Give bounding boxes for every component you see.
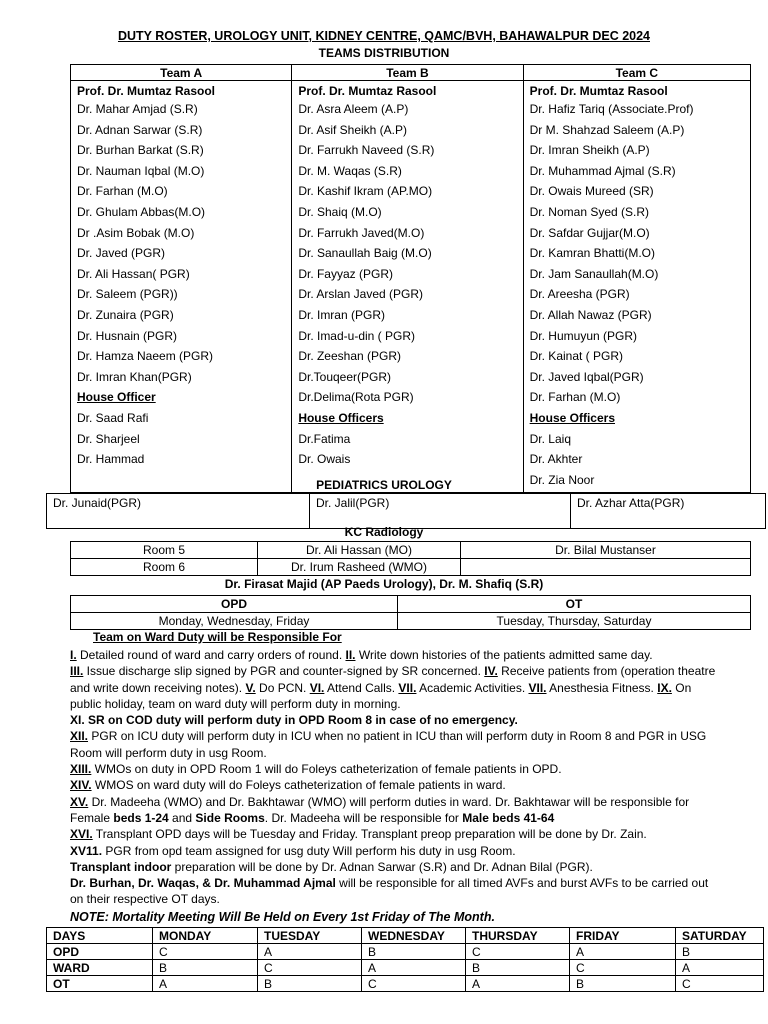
house-officer: Dr. Hammad xyxy=(77,452,145,467)
teams-table xyxy=(70,64,751,493)
team-member: Dr. Asif Sheikh (A.P) xyxy=(298,122,408,137)
schedule-header: FRIDAY xyxy=(570,928,676,944)
mortality-note: NOTE: Mortality Meeting Will Be Held on Every 1st Friday of The Month. xyxy=(70,910,495,924)
team-member: Dr M. Shahzad Saleem (A.P) xyxy=(529,122,685,137)
schedule-cell: C xyxy=(258,960,362,976)
team-member: Dr. Muhammad Ajmal (S.R) xyxy=(529,163,676,178)
room-cell: Room 5 xyxy=(71,542,258,559)
team-member: Dr. Javed (PGR) xyxy=(77,246,166,261)
team-member: Dr. Farrukh Naveed (S.R) xyxy=(298,143,435,158)
team-member: Dr. Hamza Naeem (PGR) xyxy=(77,349,214,364)
team-member: Dr. Kainat ( PGR) xyxy=(529,349,623,364)
team-member: Dr. Safdar Gujjar(M.O) xyxy=(529,225,650,240)
team-member: Dr.Touqeer(PGR) xyxy=(298,369,392,384)
responsibility-item: III. Issue discharge slip signed by PGR and counter-signed by SR concerned. IV. Receive patients from (operation theatre and write down receiving notes). V. Do PCN. VI. Attend Calls. VII. Academic Activities. VII. Anesthesia Fitness. IX. On public holiday, team on ward duty will perform duty in morning. xyxy=(70,664,716,711)
responsibility-item: XI. SR on COD duty will perform duty in OPD Room 8 in case of no emergency. xyxy=(70,713,518,728)
team-c-column xyxy=(523,81,750,493)
team-member: Dr. Imran Sheikh (A.P) xyxy=(529,143,650,158)
team-b-list xyxy=(298,83,516,470)
page-title: DUTY ROSTER, UROLOGY UNIT, KIDNEY CENTRE, QAMC/BVH, BAHAWALPUR DEC 2024 xyxy=(117,29,650,43)
team-member: Dr. Nauman Iqbal (M.O) xyxy=(77,163,205,178)
team-member: Dr. Imad-u-din ( PGR) xyxy=(298,328,416,343)
schedule-cell: A xyxy=(676,960,764,976)
schedule-header: TUESDAY xyxy=(258,928,362,944)
team-b-column xyxy=(292,81,523,493)
schedule-row xyxy=(47,960,764,976)
schedule-cell: C xyxy=(153,944,258,960)
house-officer-header: House Officer xyxy=(77,390,156,405)
team-member: Dr. Humuyun (PGR) xyxy=(529,328,637,343)
team-member: Dr. Shaiq (M.O) xyxy=(298,204,382,219)
house-officer-header: House Officers xyxy=(529,410,615,425)
team-member: Dr. Ali Hassan( PGR) xyxy=(77,266,190,281)
team-a-header: Team A xyxy=(71,65,292,81)
responsibility-item: XVI. Transplant OPD days will be Tuesday and Friday. Transplant preop preparation will be done by Dr. Zain. xyxy=(70,827,647,842)
schedule-cell: A xyxy=(466,976,570,992)
team-member: Dr. Owais Mureed (SR) xyxy=(529,184,654,199)
room-cell: Room 6 xyxy=(71,559,258,576)
schedule-row xyxy=(47,944,764,960)
team-member: Dr .Asim Bobak (M.O) xyxy=(77,225,195,240)
responsibilities-list xyxy=(70,647,720,908)
team-a-list xyxy=(77,83,285,470)
doctor-cell: Dr. Ali Hassan (MO) xyxy=(258,542,461,559)
responsibility-item: I. Detailed round of ward and carry orders of round. II. Write down histories of the patients admitted same day. xyxy=(70,648,653,662)
schedule-cell: B xyxy=(258,976,362,992)
schedule-row xyxy=(47,976,764,992)
schedule-cell: A xyxy=(153,976,258,992)
responsibility-item: XV. Dr. Madeeha (WMO) and Dr. Bakhtawar (WMO) will perform duties in ward. Dr. Bakhtawar will be responsible for Female beds 1-24 and Side Rooms. Dr. Madeeha will be responsible for Male beds 41-64 xyxy=(70,794,690,825)
team-b-header: Team B xyxy=(292,65,523,81)
responsibility-item: Dr. Burhan, Dr. Waqas, & Dr. Muhammad Ajmal will be responsible for all timed AVFs and burst AVFs to be carried out on their respective OT days. xyxy=(70,876,709,907)
ot-days: Tuesday, Thursday, Saturday xyxy=(398,613,751,630)
team-member: Dr. Farhan (M.O) xyxy=(77,184,168,199)
team-member: Dr. M. Waqas (S.R) xyxy=(298,163,402,178)
team-member: Dr. Saleem (PGR)) xyxy=(77,287,178,302)
team-member: Dr. Sanaullah Baig (M.O) xyxy=(298,246,432,261)
team-member: Dr. Ghulam Abbas(M.O) xyxy=(77,204,206,219)
house-officer: Dr. Saad Rafi xyxy=(77,410,149,425)
house-officer: Dr. Owais xyxy=(298,452,351,467)
schedule-cell: B xyxy=(362,944,466,960)
opd-ot-table xyxy=(70,595,751,630)
team-member: Dr. Kashif Ikram (AP.MO) xyxy=(298,184,433,199)
team-member: Dr. Hafiz Tariq (Associate.Prof) xyxy=(529,102,694,116)
house-officer: Dr. Sharjeel xyxy=(77,431,140,446)
responsibility-item: XV11. PGR from opd team assigned for usg duty Will perform his duty in usg Room. xyxy=(70,843,516,858)
team-c-list xyxy=(530,83,744,490)
team-member: Dr. Areesha (PGR) xyxy=(529,287,630,302)
schedule-header: DAYS xyxy=(47,928,153,944)
schedule-cell: B xyxy=(466,960,570,976)
team-member: Dr. Asra Aleem (A.P) xyxy=(298,102,409,116)
team-member: Dr. Allah Nawaz (PGR) xyxy=(529,307,652,322)
team-c-header: Team C xyxy=(523,65,750,81)
responsibility-item: XIV. WMOS on ward duty will do Foleys catheterization of female patients in ward. xyxy=(70,778,506,793)
ot-header: OT xyxy=(398,596,751,613)
team-head: Prof. Dr. Mumtaz Rasool xyxy=(298,84,437,98)
schedule-cell: A xyxy=(362,960,466,976)
schedule-row-label: OPD xyxy=(47,944,153,960)
doctor-cell xyxy=(461,559,751,576)
paeds-urology-line: Dr. Firasat Majid (AP Paeds Urology), Dr. M. Shafiq (S.R) xyxy=(224,577,544,591)
schedule-header: SATURDAY xyxy=(676,928,764,944)
team-member: Dr. Zunaira (PGR) xyxy=(77,307,174,322)
team-member: Dr. Noman Syed (S.R) xyxy=(529,204,650,219)
pediatrics-doctor: Dr. Jalil(PGR) xyxy=(310,494,571,529)
kc-radiology-title: KC Radiology xyxy=(344,525,424,539)
team-member: Dr.Delima(Rota PGR) xyxy=(298,390,414,405)
team-member: Dr. Jam Sanaullah(M.O) xyxy=(529,266,659,281)
team-head: Prof. Dr. Mumtaz Rasool xyxy=(529,84,668,98)
schedule-cell: C xyxy=(676,976,764,992)
opd-header: OPD xyxy=(71,596,398,613)
schedule-cell: B xyxy=(676,944,764,960)
schedule-cell: A xyxy=(258,944,362,960)
schedule-cell: C xyxy=(570,960,676,976)
team-member: Dr. Farhan (M.O) xyxy=(529,390,621,405)
team-member: Dr. Burhan Barkat (S.R) xyxy=(77,143,204,158)
schedule-cell: B xyxy=(153,960,258,976)
team-member: Dr. Zeeshan (PGR) xyxy=(298,349,402,364)
team-member: Dr. Arslan Javed (PGR) xyxy=(298,287,424,302)
house-officer: Dr. Akhter xyxy=(529,452,583,467)
opd-days: Monday, Wednesday, Friday xyxy=(71,613,398,630)
schedule-cell: B xyxy=(570,976,676,992)
team-member: Dr. Adnan Sarwar (S.R) xyxy=(77,122,203,137)
pediatrics-doctor: Dr. Junaid(PGR) xyxy=(47,494,310,529)
team-member: Dr. Mahar Amjad (S.R) xyxy=(77,102,198,116)
kc-radiology-table xyxy=(70,541,751,576)
schedule-header: MONDAY xyxy=(153,928,258,944)
team-member: Dr. Imran Khan(PGR) xyxy=(77,369,192,384)
schedule-row-label: OT xyxy=(47,976,153,992)
team-member: Dr. Farrukh Javed(M.O) xyxy=(298,225,425,240)
section-title-teams: TEAMS DISTRIBUTION xyxy=(318,46,450,60)
team-member: Dr. Fayyaz (PGR) xyxy=(298,266,393,281)
weekly-schedule-table xyxy=(46,927,764,992)
schedule-row-label: WARD xyxy=(47,960,153,976)
responsibility-item: XII. PGR on ICU duty will perform duty in ICU when no patient in ICU than will perform duty in Room 8 and PGR in USG Room will perform duty in usg Room. xyxy=(70,729,707,760)
doctor-cell: Dr. Irum Rasheed (WMO) xyxy=(258,559,461,576)
house-officer: Dr. Zia Noor xyxy=(529,472,595,487)
house-officer-header: House Officers xyxy=(298,410,384,425)
schedule-cell: C xyxy=(466,944,570,960)
responsibility-item: Transplant indoor preparation will be done by Dr. Adnan Sarwar (S.R) and Dr. Adnan Bilal (PGR). xyxy=(70,859,593,874)
schedule-cell: A xyxy=(570,944,676,960)
schedule-header: THURSDAY xyxy=(466,928,570,944)
team-a-column xyxy=(71,81,292,493)
responsibilities-title: Team on Ward Duty will be Responsible For xyxy=(93,630,342,644)
responsibility-item: XIII. WMOs on duty in OPD Room 1 will do Foleys catheterization of female patients in OPD. xyxy=(70,762,562,777)
schedule-header: WEDNESDAY xyxy=(362,928,466,944)
pediatrics-title: PEDIATRICS UROLOGY xyxy=(316,478,452,492)
pediatrics-doctor: Dr. Azhar Atta(PGR) xyxy=(571,494,766,529)
team-member: Dr. Javed Iqbal(PGR) xyxy=(529,369,644,384)
team-member: Dr. Imran (PGR) xyxy=(298,307,385,322)
team-member: Dr. Kamran Bhatti(M.O) xyxy=(529,246,656,261)
doctor-cell: Dr. Bilal Mustanser xyxy=(461,542,751,559)
house-officer: Dr. Laiq xyxy=(529,431,571,446)
team-member: Dr. Husnain (PGR) xyxy=(77,328,178,343)
schedule-cell: C xyxy=(362,976,466,992)
house-officer: Dr.Fatima xyxy=(298,431,351,446)
team-head: Prof. Dr. Mumtaz Rasool xyxy=(77,84,216,98)
pediatrics-table xyxy=(46,493,766,529)
